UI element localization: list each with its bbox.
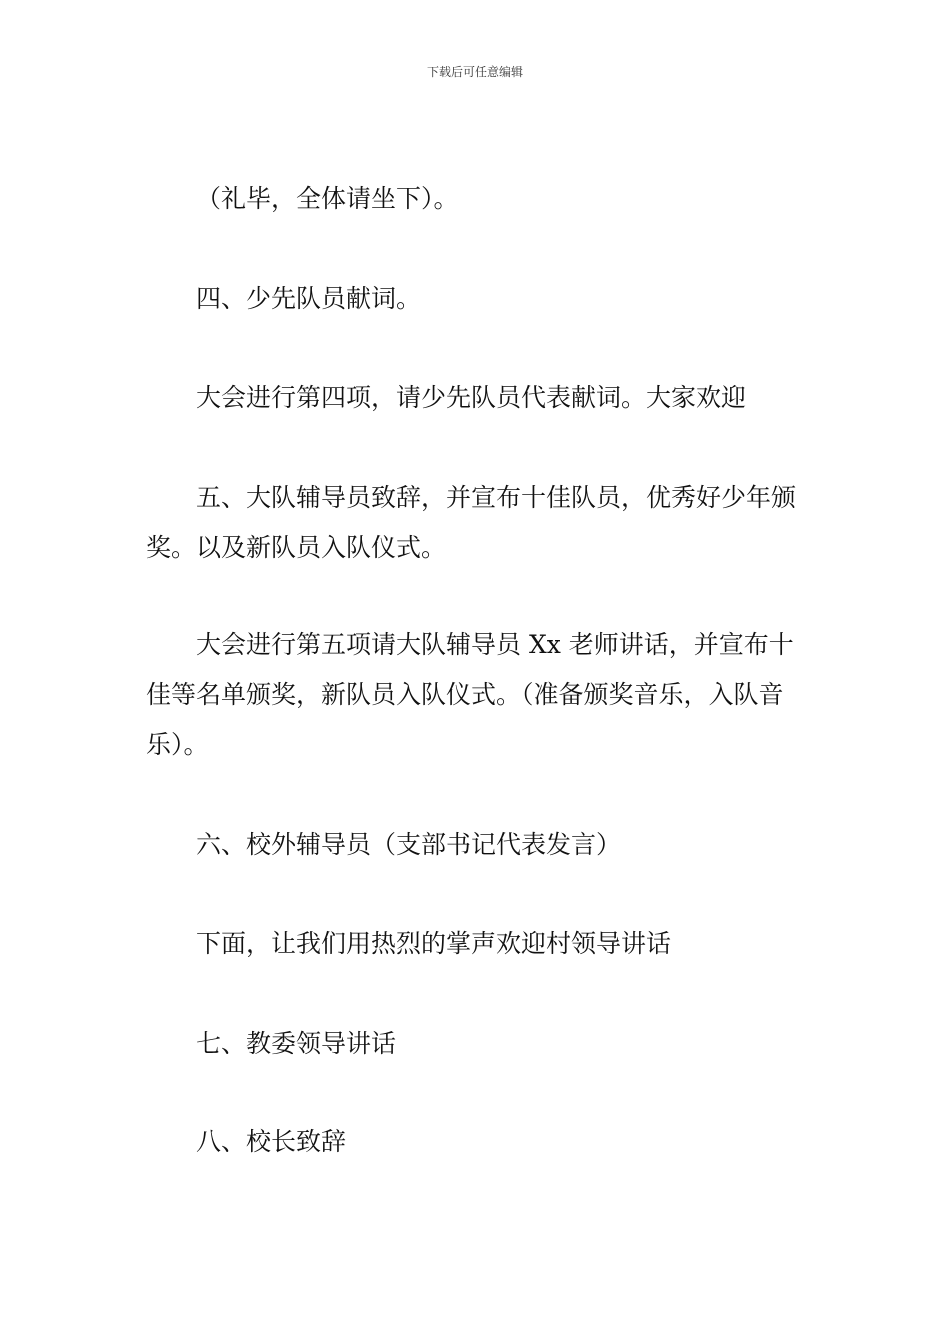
paragraph-item-four-title: 四、少先队员献词。	[196, 284, 422, 313]
paragraph-item-five-body: 大会进行第五项请大队辅导员 Xx 老师讲话，并宣布十佳等名单颁奖，新队员入队仪式。（准备颁奖音乐，入队音乐）。	[146, 630, 794, 759]
paragraph-item-six-title: 六、校外辅导员（支部书记代表发言）	[196, 830, 622, 859]
paragraph-item-seven-title: 七、教委领导讲话	[196, 1029, 397, 1058]
paragraph-item-six-body: 下面，让我们用热烈的掌声欢迎村领导讲话	[196, 929, 672, 958]
paragraph-salute-end: （礼毕，全体请坐下）。	[196, 184, 459, 213]
paragraph-item-eight-title: 八、校长致辞	[196, 1127, 347, 1156]
paragraph-item-four-body: 大会进行第四项，请少先队员代表献词。大家欢迎	[196, 383, 747, 412]
page-header-note: 下载后可任意编辑	[426, 65, 523, 79]
paragraph-item-five-title: 五、大队辅导员致辞，并宣布十佳队员，优秀好少年颁奖。以及新队员入队仪式。	[146, 483, 797, 562]
